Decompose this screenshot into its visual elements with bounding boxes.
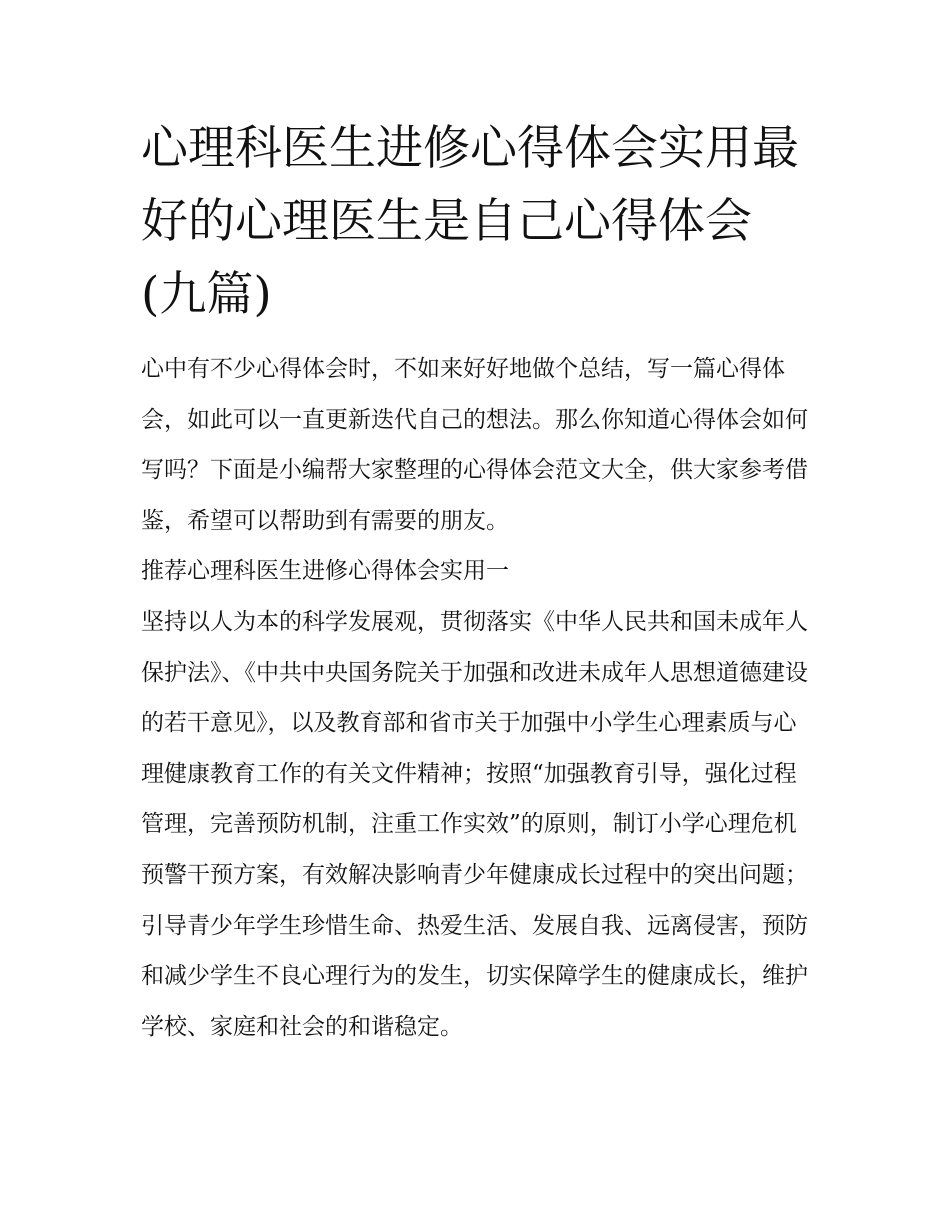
document-title: 心理科医生进修心得体会实用最好的心理医生是自己心得体会(九篇) [141, 121, 799, 322]
body-paragraph: 坚持以人为本的科学发展观，贯彻落实《中华人民共和国未成年人保护法》、《中共中央国务院关于加强和改进未成年人思想道德建设的若干意见》，以及教育部和省市关于加强中小学生心理素质与心理健康教育工作的有关文件精神；按照“加强教育引导，强化过程管理，完善预防机制，注重工作实效”的原则，制订小学心理危机预警干预方案，有效解决影响青少年健康成长过程中的突出问题；引导青少年学生珍惜生命、热爱生活、发展自我、远离侵害，预防和减少学生不良心理行为的发生，切实保障学生的健康成长，维护学校、家庭和社会的和谐稳定。 [141, 608, 808, 1040]
section-heading: 推荐心理科医生进修心得体会实用一 [141, 558, 509, 585]
document-content [141, 112, 811, 1052]
intro-paragraph: 心中有不少心得体会时，不如来好好地做个总结，写一篇心得体会，如此可以一直更新迭代自己的想法。那么你知道心得体会如何写吗？下面是小编帮大家整理的心得体会范文大全，供大家参考借鉴，希望可以帮助到有需要的朋友。 [141, 356, 808, 534]
